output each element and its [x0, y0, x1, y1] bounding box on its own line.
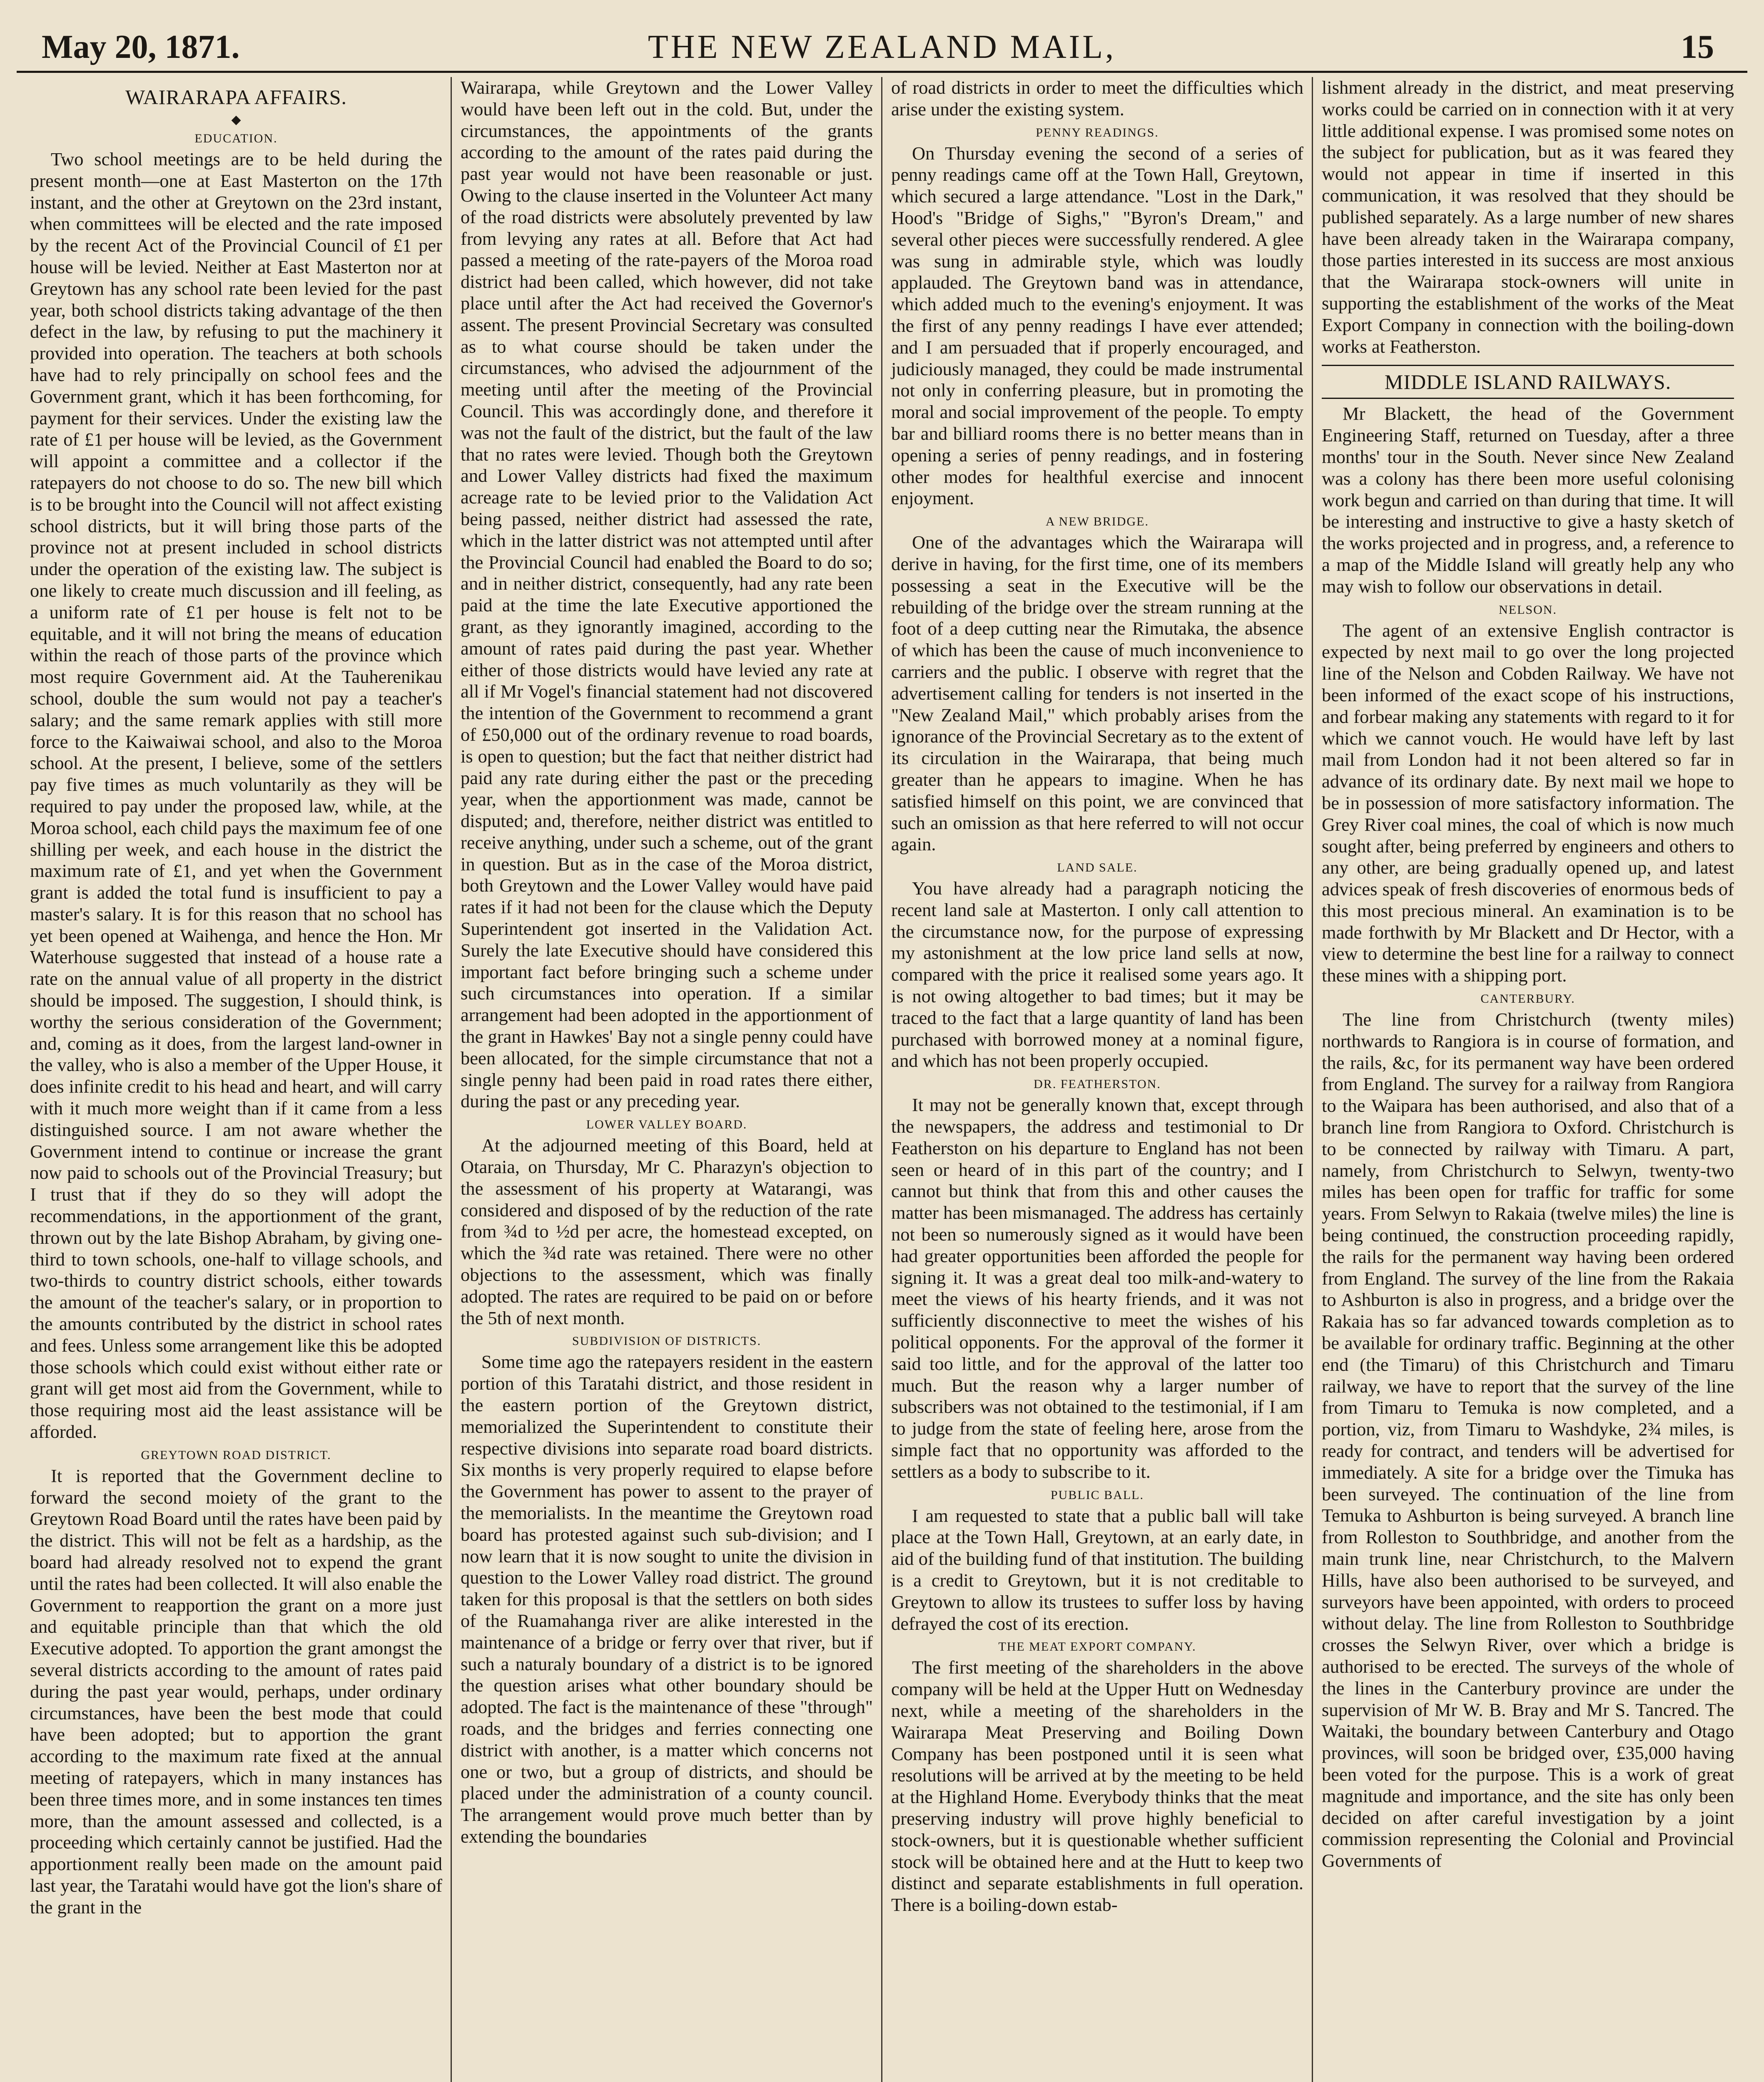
column-4	[1313, 77, 1743, 2082]
section-subheading: LOWER VALLEY BOARD.	[586, 1118, 747, 1132]
issue-date: May 20, 1871.	[42, 29, 240, 65]
article-paragraph: One of the advantages which the Wairarapa will derive in having, for the first time, one of its members possessing a seat in the Executive will be the rebuilding of the bridge over the stream running at the foot of a deep cutting near the Rimutaka, the absence of which has been the cause of much inconvenience to carriers and the public. I observe with regret that the advertisement calling for tenders is not inserted in the "New Zealand Mail," which probably arises from the ignorance of the Provincial Secretary as to the extent of its circulation in the Wairarapa, that being much greater than he appears to imagine. When he has satisfied himself on this point, we are convinced that such an omission as that here referred to will not occur again.	[891, 532, 1303, 855]
article-paragraph: Some time ago the ratepayers resident in the eastern portion of this Taratahi district, and those resident in the eastern portion of the Greytown district, memorialized the Superintendent to constitute their respective divisions into separate road board districts. Six months is very properly required to elapse before the Government has power to assent to the prayer of the memorialists. In the meantime the Greytown road board has protested against such sub-division; and I now learn that it is now sought to unite the division in question to the Lower Valley road district. The ground taken for this proposal is that the settlers on both sides of the Ruamahanga river are alike interested in the maintenance of a bridge or ferry over that river, but if such a naturaly boundary of a district is to be ignored the question arises what other boundary should be adopted. The fact is the maintenance of these "through" roads, and the bridges and ferries connecting one district with another, is a matter which concerns not one or two, but a group of districts, and should be placed under the administration of a county council. The arrangement would prove much better than by extending the boundaries	[461, 1351, 873, 1847]
article-paragraph: The first meeting of the shareholders in the above company will be held at the Upper Hutt on Wednesday next, while a meeting of the shareholders in the Wairarapa Meat Preserving and Boiling Down Company has been postponed until it is seen what resolutions will be arrived at by the meeting to be held at the Highland Home. Everybody thinks that the meat preserving industry will prove highly beneficial to stock-owners, but it is questionable whether sufficient stock will be obtained here and at the Hutt to keep two distinct and separate establishments in full operation. There is a boiling-down estab-	[891, 1657, 1303, 1915]
newspaper-title: THE NEW ZEALAND MAIL,	[648, 29, 1116, 65]
article-paragraph: of road districts in order to meet the difficulties which arise under the existing system.	[891, 77, 1303, 120]
section-subheading: LAND SALE.	[1057, 861, 1138, 875]
section-subheading: CANTERBURY.	[1480, 992, 1575, 1006]
article-paragraph: It is reported that the Government decline to forward the second moiety of the grant to the Greytown Road Board until the rates have been paid by the district. This will not be felt as a hardship, as the board had already resolved not to expend the grant until the rates had been collected. It will also enable the Government to reapportion the grant on a more just and equitable principle than that which the old Executive adopted. To apportion the grant amongst the several districts according to the amount of rates paid during the past year would, perhaps, under ordinary circumstances, have been the best mode that could have been adopted; but to apportion the grant according to the maximum rate fixed at the annual meeting of ratepayers, which in many instances has been three times more, and in some instances ten times more, than the amount assessed and collected, is a proceeding which certainly cannot be justified. Had the apportionment really been made on the amount paid last year, the Taratahi would have got the lion's share of the grant in the	[30, 1465, 442, 1918]
article-paragraph: You have already had a paragraph noticing the recent land sale at Masterton. I only call attention to the circumstance now, for the purpose of expressing my astonishment at the low price land sells at now, compared with the price it realised some years ago. It is not owing altogether to bad times; but it may be traced to the fact that a large quantity of land has been purchased with borrowed money at a nominal figure, and which has not been properly occupied.	[891, 878, 1303, 1071]
article-paragraph: Mr Blackett, the head of the Government Engineering Staff, returned on Tuesday, after a three months' tour in the South. Never since New Zealand was a colony has there been more useful colonising work begun and carried on than during that time. It will be interesting and instructive to give a hasty sketch of the works projected and in progress, and, a reference to a map of the Middle Island will greatly help any who may wish to follow our observations in detail.	[1322, 403, 1734, 597]
article-paragraph: The agent of an extensive English contractor is expected by next mail to go over the long projected line of the Nelson and Cobden Railway. We have not been informed of the exact scope of his instructions, and forbear making any statements with regard to it for which we cannot vouch. He would have left by last mail from London had it not been altered so far in advance of its ordinary date. By next mail we hope to be in possession of more satisfactory information. The Grey River coal mines, the coal of which is now much sought after, being preferred by engineers and others to any other, are being gradually opened up, and latest advices speak of fresh discoveries of enormous beds of this most precious mineral. An examination is to be made forthwith by Mr Blackett and Dr Hector, with a view to determine the best line for a railway to connect these mines with a shipping port.	[1322, 620, 1734, 986]
article-heading: MIDDLE ISLAND RAILWAYS.	[1322, 365, 1734, 399]
masthead	[17, 17, 1747, 73]
article-paragraph: I am requested to state that a public ball will take place at the Town Hall, Greytown, at an early date, in aid of the building fund of that institution. The building is a credit to Greytown, but it is not creditable to Greytown to allow its trustees to suffer loss by having defrayed the cost of its erection.	[891, 1505, 1303, 1634]
section-subheading: PENNY READINGS.	[1036, 125, 1159, 139]
article-columns	[21, 77, 1743, 2082]
article-paragraph: It may not be generally known that, except through the newspapers, the address and testimonial to Dr Featherston on his departure to England has not been seen or heard of in this part of the country; and I cannot but think that from this and other causes the matter has been mismanaged. The address has certainly not been so numerously signed as it would have been had greater opportunities been afforded the people for signing it. It was a great deal too milk-and-watery to meet the views of his hearty friends, and it was not sufficiently disconnective to meet the wishes of his political opponents. For the approval of the former it said too little, and for the approval of the latter too much. But the reason why a larger number of subscribers was not obtained to the testimonial, if I am to judge from the state of feeling here, arose from the simple fact that no opportunity was afforded to the settlers as a body to subscribe to it.	[891, 1094, 1303, 1482]
section-subheading: THE MEAT EXPORT COMPANY.	[998, 1640, 1196, 1654]
column-3	[882, 77, 1313, 2082]
section-subheading: GREYTOWN ROAD DISTRICT.	[141, 1448, 331, 1462]
article-heading: WAIRARAPA AFFAIRS.	[125, 85, 347, 109]
section-subheading: PUBLIC BALL.	[1050, 1488, 1144, 1502]
article-paragraph: lishment already in the district, and meat preserving works could be carried on in connection with it at very little additional expense. I was promised some notes on the subject for publication, but as it was feared they would not appear in time if inserted in this communication, it was resolved that they should be published separately. As a large number of new shares have been already taken in the Wairarapa company, those parties interested in its success are most anxious that the Wairarapa stock-owners will unite in supporting the establishment of the works of the Meat Export Company in connection with the boiling-down works at Featherston.	[1322, 77, 1734, 357]
article-paragraph: Wairarapa, while Greytown and the Lower Valley would have been left out in the cold. But, under the circumstances, the appointments of the grants according to the amount of the rates paid during the past year would not have been reasonable or just. Owing to the clause inserted in the Volunteer Act many of the road districts were absolutely prevented by law from levying any rates at all. Before that Act had passed a meeting of the rate-payers of the Moroa road district had been called, which however, did not take place until after the Act had received the Governor's assent. The present Provincial Secretary was consulted as to what course should be taken under the circumstances, who advised the adjournment of the meeting until after the meeting of the Provincial Council. This was accordingly done, and therefore it was not the fault of the district, but the fault of the law that no rates were levied. Though both the Greytown and Lower Valley districts had fixed the maximum acreage rate to be levied prior to the Validation Act being passed, neither district had assessed the rate, which in the latter district was not attempted until after the Provincial Council had enabled the Board to do so; and in neither district, consequently, had any rate been paid at the time the late Executive apportioned the grant, as they ignorantly imagined, according to the amount of rates paid during the past year. Whether either of those districts would have levied any rate at all if Mr Vogel's financial statement had not discovered the intention of the Government to recommend a grant of £50,000 out of the ordinary revenue to road boards, is open to question; but the fact that neither district had paid any rate during either the past or the preceding year, when the apportionment was made, cannot be disputed; and, therefore, neither district was entitled to receive anything, under such a scheme, out of the grant in question. But as in the case of the Moroa district, both Greytown and the Lower Valley would have paid rates if it had not been for the clause which the Deputy Superintendent got inserted in the Validation Act. Surely the late Executive should have considered this important fact before bringing such a scheme under such circumstances into operation. If a similar arrangement had been adopted in the apportionment of the grant in Hawkes' Bay not a single penny could have been allocated, for the simple circumstance that not a single penny had been paid in road rates there either, during the past or any preceding year.	[461, 77, 873, 1112]
page-number: 15	[1681, 29, 1714, 65]
article-paragraph: The line from Christchurch (twenty miles) northwards to Rangiora is in course of formation, and the rails, &c, for its permanent way have been ordered from England. The survey for a railway from Rangiora to the Waipara has been authorised, and also that of a branch line from Rangiora to Oxford. Christchurch is to be connected by railway with Timaru. A part, namely, from Christchurch to Selwyn, twenty-two miles has been open for traffic for traffic for some years. From Selwyn to Rakaia (twelve miles) the line is being continued, the construction proceeding rapidly, the rails for the permanent way having been ordered from England. The survey of the line from the Rakaia to Ashburton is also in progress, and a bridge over the Rakaia has so far advanced towards completion as to be available for ordinary traffic. Beginning at the other end (the Timaru) of this Christchurch and Timaru railway, we have to report that the survey of the line from Timaru to Temuka is now completed, and a portion, viz, from Timaru to Washdyke, 2¾ miles, is ready for contract, and tenders will be advertised for immediately. A site for a bridge over the Timuka has been surveyed. The continuation of the line from Temuka to Ashburton is being surveyed. A branch line from Rolleston to Southbridge, and another from the main trunk line, near Christchurch, to the Malvern Hills, have also been authorised to be surveyed, and surveyors have been appointed, with orders to proceed without delay. The line from Rolleston to Southbridge crosses the Selwyn River, over which a bridge is authorised to be erected. The surveys of the whole of the lines in the Canterbury province are under the supervision of Mr W. B. Bray and Mr S. Tancred. The Waitaki, the boundary between Canterbury and Otago provinces, will soon be bridged over, £35,000 having been voted for the purpose. This is a work of great magnitude and importance, and the site has only been decided on after careful investigation by a joint commission representing the Colonial and Provincial Governments of	[1322, 1009, 1734, 1871]
column-1	[21, 77, 451, 2082]
section-subheading: A NEW BRIDGE.	[1046, 515, 1149, 529]
article-paragraph: Two school meetings are to be held during the present month—one at East Masterton on the 17th instant, and the other at Greytown on the 23rd instant, when committees will be elected and the rate imposed by the recent Act of the Provincial Council of £1 per house will be levied. Neither at East Masterton nor at Greytown has any school rate been levied for the past year, both school districts taking advantage of the then defect in the law, by refusing to put the machinery it provided into operation. The teachers at both schools have had to rely principally on school fees and the Government grant, which it has been forthcoming, for payment for their services. Under the existing law the rate of £1 per house will be levied, as the Government will appoint a committee and a collector if the ratepayers do not choose to do so. The new bill which is to be brought into the Council will not affect existing school districts, but it will bring those parts of the province not at present included in school districts under the operation of the existing law. The subject is one likely to create much discussion and ill feeling, as a uniform rate of £1 per house is felt not to be equitable, and it will not bring the means of education within the reach of those parts of the province which most require Government aid. At the Tauherenikau school, double the sum would not pay a teacher's salary; and the same remark applies with still more force to the Kaiwaiwai school, and also to the Moroa school. At the present, I believe, some of the settlers pay five times as much voluntarily as they will be required to pay under the proposed law, while, at the Moroa school, each child pays the maximum fee of one shilling per week, and each house in the district the maximum rate of £1, and yet when the Government grant is added the total fund is insufficient to pay a master's salary. It is for this reason that no school has yet been opened at Waihenga, and hence the Hon. Mr Waterhouse suggested that instead of a house rate a rate on the annual value of all property in the district should be imposed. The suggestion, I should think, is worthy the serious consideration of the Government; and, coming as it does, from the largest land-owner in the valley, who is also a member of the Upper House, it does infinite credit to his head and heart, and will carry with it much more weight than if it came from a less distinguished source. I am not aware whether the Government intend to continue or increase the grant now paid to schools out of the Provincial Treasury; but I trust that if they do so they will adopt the recommendations, in the apportionment of the grant, thrown out by the late Bishop Abraham, by giving one-third to town schools, one-half to village schools, and two-thirds to country district schools, either towards the amount of the teacher's salary, or in proportion to the amounts contributed by the district in school rates and fees. Unless some arrangement like this be adopted those schools which could exist without either rate or grant will get most aid from the Government, while to those requiring most aid the least assistance will be afforded.	[30, 149, 442, 1442]
article-paragraph: On Thursday evening the second of a series of penny readings came off at the Town Hall, Greytown, which secured a large attendance. "Lost in the Dark," Hood's "Bridge of Sighs," "Byron's Dream," and several other pieces were successfully rendered. A glee was sung in admirable style, which was loudly applauded. The Greytown band was in attendance, which added much to the evening's enjoyment. It was the first of any penny readings I have ever attended; and I am persuaded that if properly encouraged, and judiciously managed, they could be made instrumental not only in conferring pleasure, but in promoting the moral and social improvement of the people. To empty bar and billiard rooms there is no better means than in opening a series of penny readings, and in fostering other modes for healthful exercise and innocent enjoyment.	[891, 142, 1303, 509]
section-subheading: DR. FEATHERSTON.	[1034, 1077, 1161, 1091]
section-subheading: NELSON.	[1499, 603, 1557, 617]
column-2	[451, 77, 882, 2082]
section-subheading: SUBDIVISION OF DISTRICTS.	[572, 1334, 762, 1348]
ornament-divider: ◆	[231, 113, 241, 127]
article-paragraph: At the adjourned meeting of this Board, held at Otaraia, on Thursday, Mr C. Pharazyn's objection to the assessment of his property at Watarangi, was considered and disposed of by the reduction of the rate from ¾d to ½d per acre, the homestead excepted, on which the ¾d rate was retained. There were no other objections to the assessment, which was finally adopted. The rates are required to be paid on or before the 5th of next month.	[461, 1135, 873, 1328]
section-subheading: EDUCATION.	[194, 132, 278, 145]
